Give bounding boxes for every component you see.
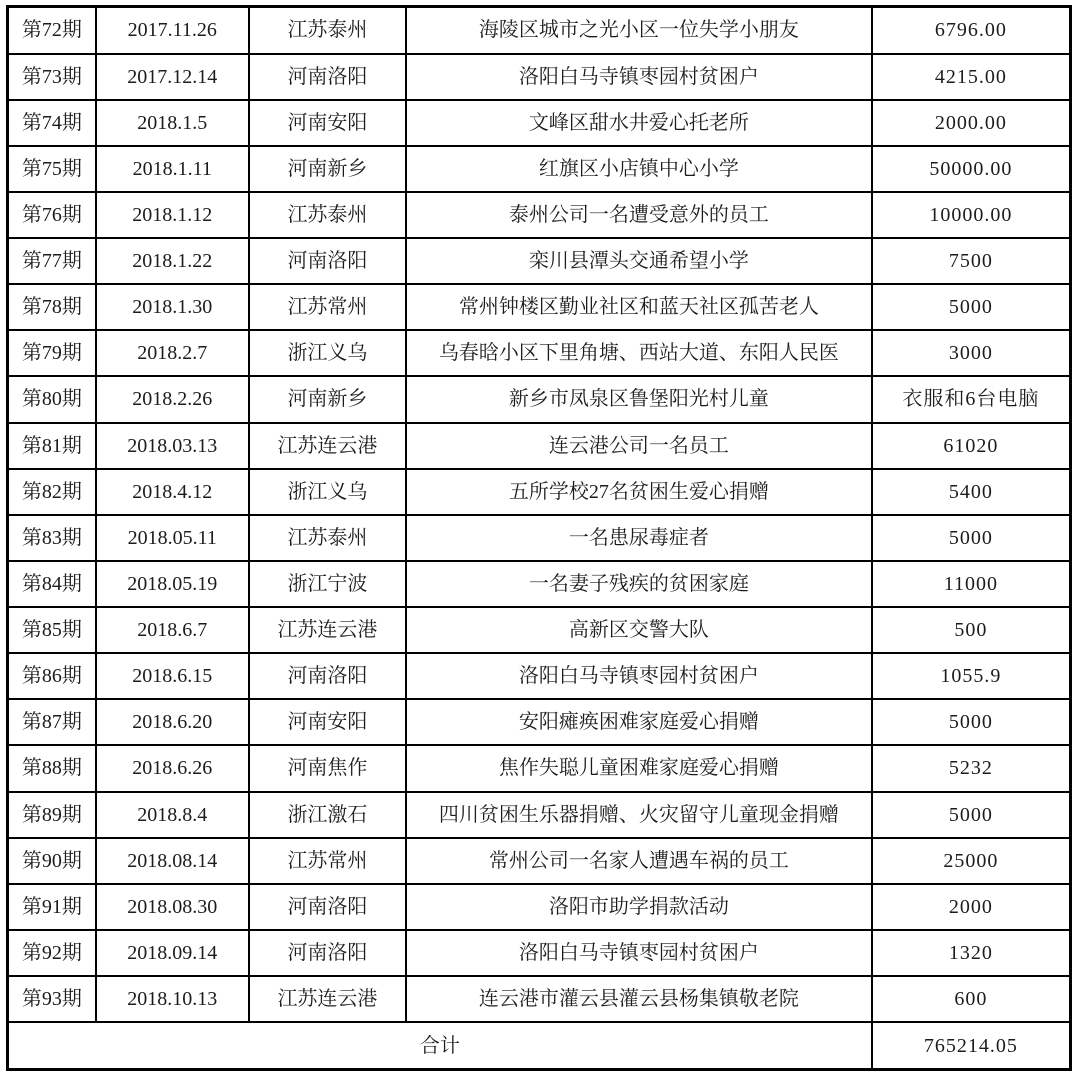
table-body <box>8 7 1071 1070</box>
amount-cell: 1320 <box>872 930 1071 976</box>
amount-cell: 25000 <box>872 838 1071 884</box>
period-cell: 第78期 <box>8 284 96 330</box>
location-cell: 河南新乡 <box>249 146 406 192</box>
amount-cell: 4215.00 <box>872 54 1071 100</box>
amount-cell: 500 <box>872 607 1071 653</box>
recipient-cell: 连云港公司一名员工 <box>406 423 872 469</box>
recipient-cell: 四川贫困生乐器捐赠、火灾留守儿童现金捐赠 <box>406 792 872 838</box>
table-row <box>8 376 1071 422</box>
amount-cell: 5400 <box>872 469 1071 515</box>
date-cell: 2018.1.12 <box>96 192 249 238</box>
table-row <box>8 515 1071 561</box>
recipient-cell: 焦作失聪儿童困难家庭爱心捐赠 <box>406 745 872 791</box>
location-cell: 江苏泰州 <box>249 515 406 561</box>
table-row <box>8 653 1071 699</box>
date-cell: 2018.6.26 <box>96 745 249 791</box>
period-cell: 第86期 <box>8 653 96 699</box>
date-cell: 2018.08.14 <box>96 838 249 884</box>
location-cell: 河南洛阳 <box>249 653 406 699</box>
recipient-cell: 洛阳白马寺镇枣园村贫困户 <box>406 930 872 976</box>
recipient-cell: 五所学校27名贫困生爱心捐赠 <box>406 469 872 515</box>
recipient-cell: 高新区交警大队 <box>406 607 872 653</box>
location-cell: 河南新乡 <box>249 376 406 422</box>
date-cell: 2017.12.14 <box>96 54 249 100</box>
period-cell: 第83期 <box>8 515 96 561</box>
date-cell: 2018.4.12 <box>96 469 249 515</box>
date-cell: 2018.6.15 <box>96 653 249 699</box>
amount-cell: 2000 <box>872 884 1071 930</box>
amount-cell: 600 <box>872 976 1071 1022</box>
date-cell: 2018.1.11 <box>96 146 249 192</box>
period-cell: 第73期 <box>8 54 96 100</box>
recipient-cell: 洛阳市助学捐款活动 <box>406 884 872 930</box>
location-cell: 河南焦作 <box>249 745 406 791</box>
location-cell: 河南洛阳 <box>249 930 406 976</box>
amount-cell: 6796.00 <box>872 7 1071 54</box>
total-amount: 765214.05 <box>872 1022 1071 1069</box>
recipient-cell: 乌春晗小区下里角塘、西站大道、东阳人民医 <box>406 330 872 376</box>
date-cell: 2018.05.11 <box>96 515 249 561</box>
period-cell: 第72期 <box>8 7 96 54</box>
date-cell: 2018.09.14 <box>96 930 249 976</box>
table-row <box>8 192 1071 238</box>
location-cell: 江苏连云港 <box>249 976 406 1022</box>
location-cell: 浙江宁波 <box>249 561 406 607</box>
recipient-cell: 红旗区小店镇中心小学 <box>406 146 872 192</box>
table-row <box>8 607 1071 653</box>
table-row <box>8 238 1071 284</box>
amount-cell: 衣服和6台电脑 <box>872 376 1071 422</box>
amount-cell: 2000.00 <box>872 100 1071 146</box>
recipient-cell: 海陵区城市之光小区一位失学小朋友 <box>406 7 872 54</box>
location-cell: 浙江义乌 <box>249 469 406 515</box>
amount-cell: 5000 <box>872 792 1071 838</box>
table-row <box>8 792 1071 838</box>
period-cell: 第85期 <box>8 607 96 653</box>
amount-cell: 5232 <box>872 745 1071 791</box>
period-cell: 第76期 <box>8 192 96 238</box>
location-cell: 河南洛阳 <box>249 238 406 284</box>
period-cell: 第91期 <box>8 884 96 930</box>
location-cell: 江苏连云港 <box>249 423 406 469</box>
period-cell: 第84期 <box>8 561 96 607</box>
date-cell: 2018.10.13 <box>96 976 249 1022</box>
table-row <box>8 561 1071 607</box>
amount-cell: 10000.00 <box>872 192 1071 238</box>
date-cell: 2018.1.30 <box>96 284 249 330</box>
location-cell: 河南洛阳 <box>249 884 406 930</box>
location-cell: 江苏泰州 <box>249 192 406 238</box>
table-row <box>8 330 1071 376</box>
period-cell: 第79期 <box>8 330 96 376</box>
table-row <box>8 884 1071 930</box>
total-row <box>8 1022 1071 1069</box>
date-cell: 2018.2.7 <box>96 330 249 376</box>
table-row <box>8 284 1071 330</box>
period-cell: 第93期 <box>8 976 96 1022</box>
location-cell: 浙江激石 <box>249 792 406 838</box>
location-cell: 河南安阳 <box>249 699 406 745</box>
period-cell: 第81期 <box>8 423 96 469</box>
table-row <box>8 7 1071 54</box>
date-cell: 2017.11.26 <box>96 7 249 54</box>
date-cell: 2018.03.13 <box>96 423 249 469</box>
table-row <box>8 146 1071 192</box>
table-row <box>8 469 1071 515</box>
period-cell: 第92期 <box>8 930 96 976</box>
location-cell: 江苏常州 <box>249 284 406 330</box>
date-cell: 2018.6.7 <box>96 607 249 653</box>
date-cell: 2018.2.26 <box>96 376 249 422</box>
recipient-cell: 新乡市凤泉区鲁堡阳光村儿童 <box>406 376 872 422</box>
date-cell: 2018.1.22 <box>96 238 249 284</box>
total-label: 合计 <box>8 1022 872 1069</box>
period-cell: 第77期 <box>8 238 96 284</box>
donation-table <box>6 5 1072 1071</box>
recipient-cell: 文峰区甜水井爱心托老所 <box>406 100 872 146</box>
recipient-cell: 安阳瘫痪困难家庭爱心捐赠 <box>406 699 872 745</box>
recipient-cell: 连云港市灌云县灌云县杨集镇敬老院 <box>406 976 872 1022</box>
date-cell: 2018.1.5 <box>96 100 249 146</box>
table-row <box>8 100 1071 146</box>
recipient-cell: 洛阳白马寺镇枣园村贫困户 <box>406 653 872 699</box>
table-row <box>8 423 1071 469</box>
date-cell: 2018.8.4 <box>96 792 249 838</box>
recipient-cell: 常州公司一名家人遭遇车祸的员工 <box>406 838 872 884</box>
location-cell: 江苏连云港 <box>249 607 406 653</box>
location-cell: 河南安阳 <box>249 100 406 146</box>
amount-cell: 61020 <box>872 423 1071 469</box>
date-cell: 2018.6.20 <box>96 699 249 745</box>
location-cell: 江苏泰州 <box>249 7 406 54</box>
table-row <box>8 54 1071 100</box>
period-cell: 第75期 <box>8 146 96 192</box>
amount-cell: 11000 <box>872 561 1071 607</box>
recipient-cell: 一名妻子残疾的贫困家庭 <box>406 561 872 607</box>
amount-cell: 5000 <box>872 515 1071 561</box>
date-cell: 2018.05.19 <box>96 561 249 607</box>
recipient-cell: 泰州公司一名遭受意外的员工 <box>406 192 872 238</box>
amount-cell: 5000 <box>872 699 1071 745</box>
amount-cell: 7500 <box>872 238 1071 284</box>
recipient-cell: 栾川县潭头交通希望小学 <box>406 238 872 284</box>
period-cell: 第88期 <box>8 745 96 791</box>
table-row <box>8 976 1071 1022</box>
amount-cell: 50000.00 <box>872 146 1071 192</box>
period-cell: 第74期 <box>8 100 96 146</box>
amount-cell: 5000 <box>872 284 1071 330</box>
location-cell: 浙江义乌 <box>249 330 406 376</box>
table-row <box>8 838 1071 884</box>
table-row <box>8 699 1071 745</box>
period-cell: 第90期 <box>8 838 96 884</box>
table-row <box>8 930 1071 976</box>
period-cell: 第89期 <box>8 792 96 838</box>
recipient-cell: 洛阳白马寺镇枣园村贫困户 <box>406 54 872 100</box>
date-cell: 2018.08.30 <box>96 884 249 930</box>
period-cell: 第87期 <box>8 699 96 745</box>
amount-cell: 1055.9 <box>872 653 1071 699</box>
table-row <box>8 745 1071 791</box>
location-cell: 河南洛阳 <box>249 54 406 100</box>
recipient-cell: 常州钟楼区勤业社区和蓝天社区孤苦老人 <box>406 284 872 330</box>
amount-cell: 3000 <box>872 330 1071 376</box>
recipient-cell: 一名患尿毒症者 <box>406 515 872 561</box>
location-cell: 江苏常州 <box>249 838 406 884</box>
period-cell: 第82期 <box>8 469 96 515</box>
period-cell: 第80期 <box>8 376 96 422</box>
